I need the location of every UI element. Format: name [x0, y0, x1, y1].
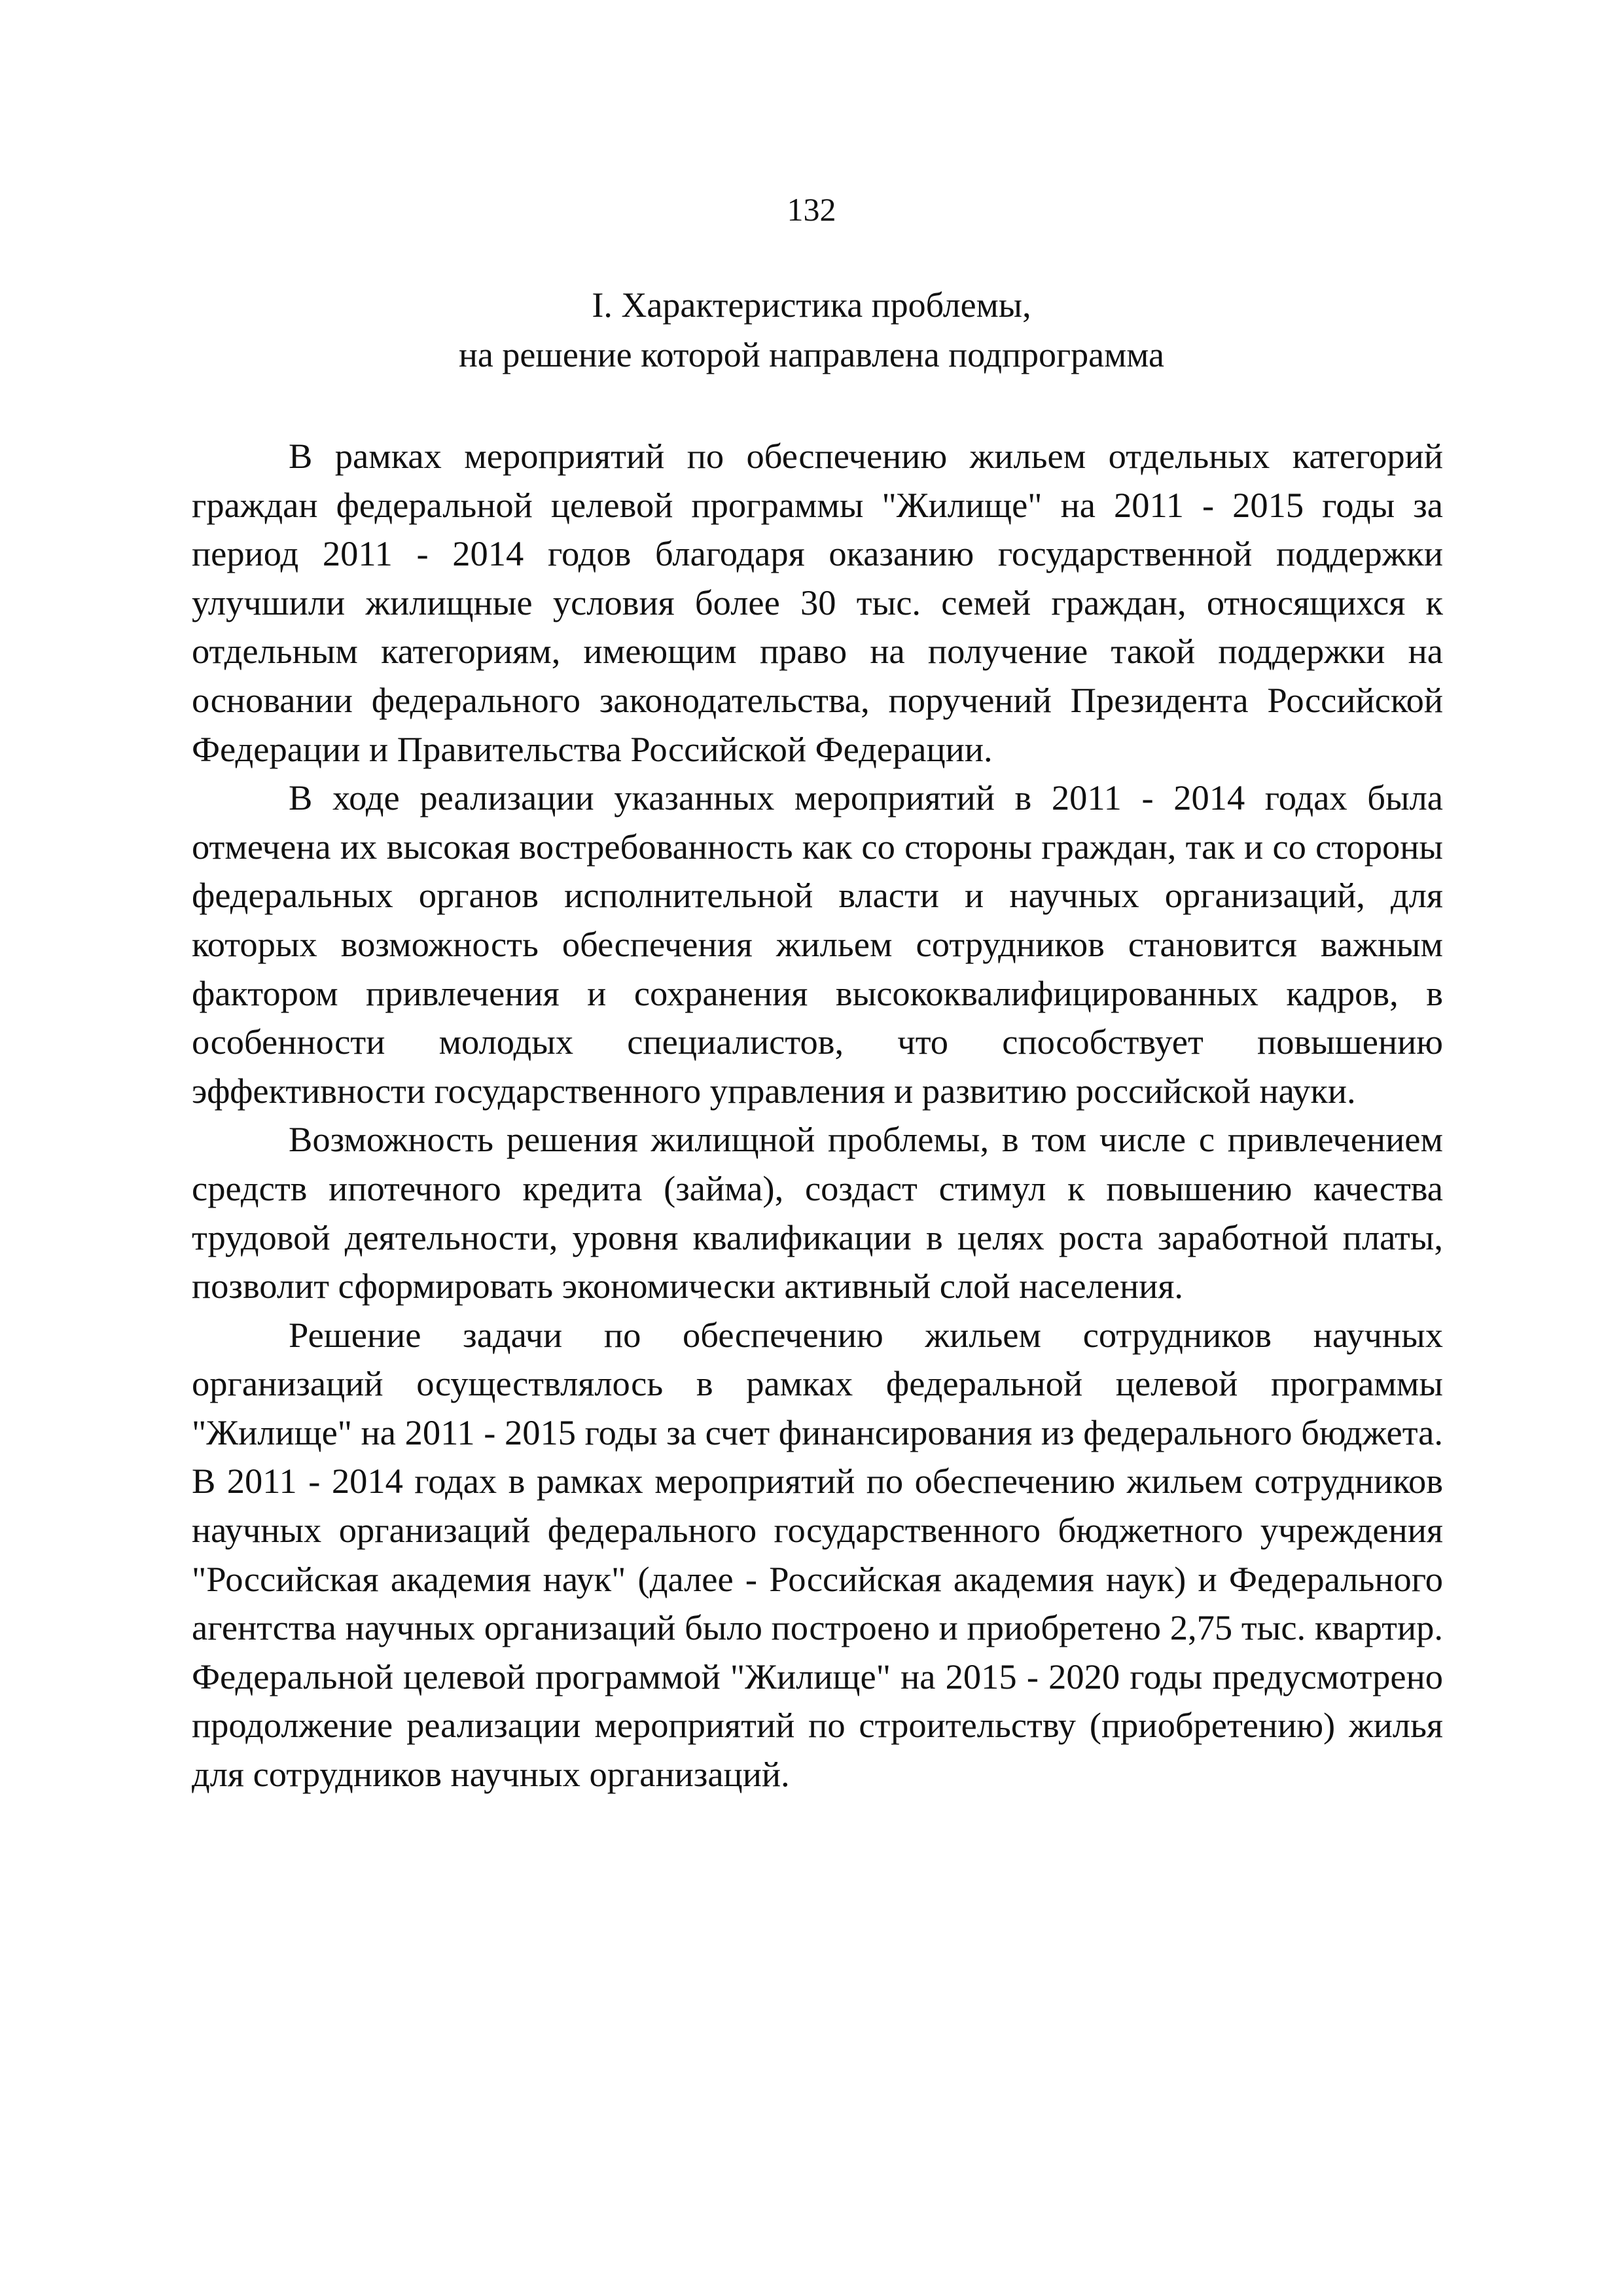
page-number: 132 — [787, 191, 836, 228]
paragraph-demand: В ходе реализации указанных мероприятий в 2011 - 2014 годах была отмечена их высокая востребованность как со стороны граждан, так и со стороны федеральных органов исполнительной власти и научных организаций, для которых возможность обеспечения жильем сотрудников становится важным фактором привлечения и сохранения высококвалифицированных кадров, в особенности молодых специалистов, что способствует повышению эффективности государственного управления и развитию российской науки. — [192, 778, 1443, 1111]
section-heading — [0, 280, 1623, 380]
section-heading-line-1: I. Характеристика проблемы, — [592, 285, 1031, 325]
paragraph-mortgage: Возможность решения жилищной проблемы, в том числе с привлечением средств ипотечного кредита (займа), создаст стимул к повышению качества трудовой деятельности, уровня квалификации в целях роста заработной платы, позволит сформировать экономически активный слой населения. — [192, 1119, 1443, 1306]
section-heading-line-2: на решение которой направлена подпрограмма — [458, 335, 1165, 374]
paragraph-scientific-organizations: Решение задачи по обеспечению жильем сотрудников научных организаций осуществлялось в рамках федеральной целевой программы "Жилище" на 2011 - 2015 годы за счет финансирования из федерального бюджета. В 2011 - 2014 годах в рамках мероприятий по обеспечению жильем сотрудников научных организаций федерального государственного бюджетного учреждения "Российская академия наук" (далее - Российская академия наук) и Федерального агентства научных организаций было построено и приобретено 2,75 тыс. квартир. Федеральной целевой программой "Жилище" на 2015 - 2020 годы предусмотрено продолжение реализации мероприятий по строительству (приобретению) жилья для сотрудников научных организаций. — [192, 1314, 1443, 1795]
paragraph-housing-support: В рамках мероприятий по обеспечению жильем отдельных категорий граждан федеральной целевой программы "Жилище" на 2011 - 2015 годы за период 2011 - 2014 годов благодаря оказанию государственной поддержки улучшили жилищные условия более 30 тыс. семей граждан, относящихся к отдельным категориям, имеющим право на получение такой поддержки на основании федерального законодательства, поручений Президента Российской Федерации и Правительства Российской Федерации. — [192, 436, 1443, 769]
body-text — [192, 432, 1443, 1799]
